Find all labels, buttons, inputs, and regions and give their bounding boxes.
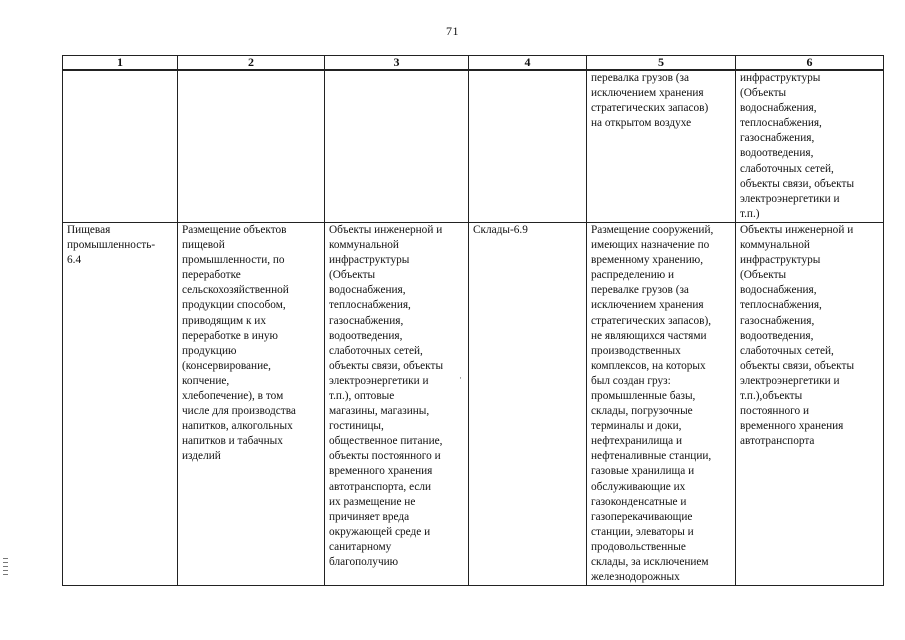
cell-text-line: комплексов, на которых bbox=[591, 359, 706, 372]
cell-text-line: объекты связи, объекты bbox=[329, 359, 444, 372]
table-cell bbox=[178, 70, 325, 222]
column-header-4: 4 bbox=[469, 56, 587, 71]
cell-text-line: Размещение сооружений, bbox=[591, 223, 714, 236]
column-header-1: 1 bbox=[63, 56, 178, 71]
stray-mark: · bbox=[459, 373, 462, 383]
cell-text-line: электроэнергетики и bbox=[740, 374, 840, 387]
cell-text-line: нефтехранилища и bbox=[591, 435, 682, 448]
cell-text-line: автотранспорта, если bbox=[329, 480, 432, 493]
cell-text-line: магазины, магазины, bbox=[329, 405, 430, 418]
cell-text-line: железнодорожных bbox=[591, 571, 680, 584]
cell-text-line: газоперекачивающие bbox=[591, 510, 693, 523]
cell-text-line: промышленность- bbox=[67, 239, 156, 252]
cell-text-line: Размещение объектов bbox=[182, 223, 287, 236]
table-cell bbox=[469, 222, 587, 585]
cell-text-line: водоснабжения, bbox=[740, 284, 817, 297]
table-cell bbox=[587, 70, 736, 222]
cell-text-line: объекты связи, объекты bbox=[740, 177, 855, 190]
cell-text-line: исключением хранения bbox=[591, 299, 704, 312]
cell-text-line: промышленные базы, bbox=[591, 389, 696, 402]
cell-text-line: т.п.) bbox=[740, 207, 760, 220]
column-header-5: 5 bbox=[587, 56, 736, 71]
cell-text-line: теплоснабжения, bbox=[740, 117, 822, 130]
cell-text-line: т.п.), оптовые bbox=[329, 389, 395, 402]
cell-text-line: газоснабжения, bbox=[740, 314, 815, 327]
cell-text-line: сельскохозяйственной bbox=[182, 284, 289, 297]
table-cell bbox=[178, 222, 325, 585]
table-cell bbox=[325, 70, 469, 222]
cell-text-line: (Объекты bbox=[740, 87, 787, 100]
header-row bbox=[63, 56, 884, 71]
cell-text-line: (консервирование, bbox=[182, 359, 271, 372]
cell-text-line: коммунальной bbox=[740, 239, 810, 252]
cell-text-line: теплоснабжения, bbox=[329, 299, 411, 312]
column-header-2: 2 bbox=[178, 56, 325, 71]
cell-text-line: слаботочных сетей, bbox=[740, 344, 834, 357]
cell-text-line: электроэнергетики и bbox=[329, 374, 429, 387]
cell-text-line: распределению и bbox=[591, 269, 675, 282]
cell-text-line: водоснабжения, bbox=[329, 284, 406, 297]
table-cell bbox=[325, 222, 469, 585]
cell-text-line: водоотведения, bbox=[740, 147, 814, 160]
cell-text-line: постоянного и bbox=[740, 405, 810, 418]
cell-text-line: Объекты инженерной и bbox=[740, 223, 854, 236]
table-cell bbox=[63, 222, 178, 585]
table-cell bbox=[469, 70, 587, 222]
cell-text-line: газоконденсатные и bbox=[591, 495, 687, 508]
cell-text-line: гостиницы, bbox=[329, 420, 384, 433]
table-row-food-industry bbox=[63, 222, 884, 585]
cell-text-line: не являющихся частями bbox=[591, 329, 707, 342]
cell-text-line: склады, погрузочные bbox=[591, 405, 693, 418]
cell-text-line: был создан груз: bbox=[591, 374, 671, 387]
cell-text-line: общественное питание, bbox=[329, 435, 443, 448]
cell-text-line: на открытом воздухе bbox=[591, 117, 692, 130]
cell-text-line: причиняет вреда bbox=[329, 510, 410, 523]
cell-text-line: станции, элеваторы и bbox=[591, 525, 694, 538]
column-header-6: 6 bbox=[736, 56, 884, 71]
cell-text-line: временного хранения bbox=[740, 420, 844, 433]
cell-text-line: перевалке грузов (за bbox=[591, 284, 689, 297]
cell-text-line: терминалы и доки, bbox=[591, 420, 682, 433]
cell-text-line: теплоснабжения, bbox=[740, 299, 822, 312]
cell-text-line: переработке bbox=[182, 269, 241, 282]
cell-text-line: напитков, алкогольных bbox=[182, 420, 293, 433]
page-number: 71 bbox=[446, 24, 459, 38]
cell-text-line: копчение, bbox=[182, 374, 230, 387]
cell-text-line: (Объекты bbox=[329, 269, 376, 282]
cell-text-line: (Объекты bbox=[740, 269, 787, 282]
cell-text-line: числе для производства bbox=[182, 405, 296, 418]
cell-text-line: склады, за исключением bbox=[591, 556, 709, 568]
cell-text-line: газоснабжения, bbox=[740, 132, 815, 145]
cell-text-line: обслуживающие их bbox=[591, 480, 686, 493]
cell-text-line: благополучию bbox=[329, 556, 399, 568]
cell-text-line: имеющих назначение по bbox=[591, 239, 710, 252]
cell-text-line: временного хранения bbox=[329, 465, 433, 478]
cell-text-line: продукцию bbox=[182, 344, 237, 357]
table-body bbox=[63, 70, 884, 586]
table-cell bbox=[736, 70, 884, 222]
cell-text-line: перевалка грузов (за bbox=[591, 72, 690, 84]
cell-text-line: производственных bbox=[591, 344, 681, 357]
cell-text-line: слаботочных сетей, bbox=[740, 162, 834, 175]
cell-text-line: Объекты инженерной и bbox=[329, 223, 443, 236]
cell-text-line: санитарному bbox=[329, 540, 392, 553]
cell-text-line: инфраструктуры bbox=[740, 72, 821, 84]
table-cell bbox=[63, 70, 178, 222]
cell-text-line: Пищевая bbox=[67, 223, 111, 236]
cell-text-line: т.п.),объекты bbox=[740, 389, 803, 402]
cell-text-line: коммунальной bbox=[329, 239, 399, 252]
cell-text-line: промышленности, по bbox=[182, 254, 285, 267]
cell-text-line: водоотведения, bbox=[740, 329, 814, 342]
cell-text-line: нефтеналивные станции, bbox=[591, 450, 712, 463]
cell-text-line: пищевой bbox=[182, 239, 225, 252]
cell-text-line: газоснабжения, bbox=[329, 314, 404, 327]
cell-text-line: стратегических запасов) bbox=[591, 102, 709, 115]
zoning-table bbox=[62, 55, 884, 586]
cell-text-line: автотранспорта bbox=[740, 435, 815, 448]
column-header-3: 3 bbox=[325, 56, 469, 71]
cell-text-line: Склады-6.9 bbox=[473, 223, 528, 236]
cell-text-line: напитков и табачных bbox=[182, 435, 283, 448]
cell-text-line: их размещение не bbox=[329, 495, 416, 508]
cell-text-line: продукции способом, bbox=[182, 299, 286, 312]
cell-text-line: изделий bbox=[182, 450, 221, 463]
cell-text-line: водоснабжения, bbox=[740, 102, 817, 115]
cell-text-line: стратегических запасов), bbox=[591, 314, 712, 327]
table-cell bbox=[587, 222, 736, 585]
table-cell bbox=[736, 222, 884, 585]
cell-text-line: объекты постоянного и bbox=[329, 450, 441, 463]
cell-text-line: газовые хранилища и bbox=[591, 465, 695, 478]
cell-text-line: 6.4 bbox=[67, 254, 82, 267]
cell-text-line: электроэнергетики и bbox=[740, 192, 840, 205]
cell-text-line: окружающей среде и bbox=[329, 525, 431, 538]
cell-text-line: переработке в иную bbox=[182, 329, 278, 342]
cell-text-line: хлебопечение), в том bbox=[182, 389, 284, 402]
cell-text-line: инфраструктуры bbox=[740, 254, 821, 267]
cell-text-line: инфраструктуры bbox=[329, 254, 410, 267]
scan-margin-marks bbox=[3, 558, 8, 578]
cell-text-line: объекты связи, объекты bbox=[740, 359, 855, 372]
cell-text-line: водоотведения, bbox=[329, 329, 403, 342]
cell-text-line: продовольственные bbox=[591, 540, 686, 553]
table-row-continuation bbox=[63, 70, 884, 222]
cell-text-line: приводящим к их bbox=[182, 314, 266, 327]
cell-text-line: временному хранению, bbox=[591, 254, 704, 267]
cell-text-line: исключением хранения bbox=[591, 87, 704, 100]
cell-text-line: слаботочных сетей, bbox=[329, 344, 423, 357]
